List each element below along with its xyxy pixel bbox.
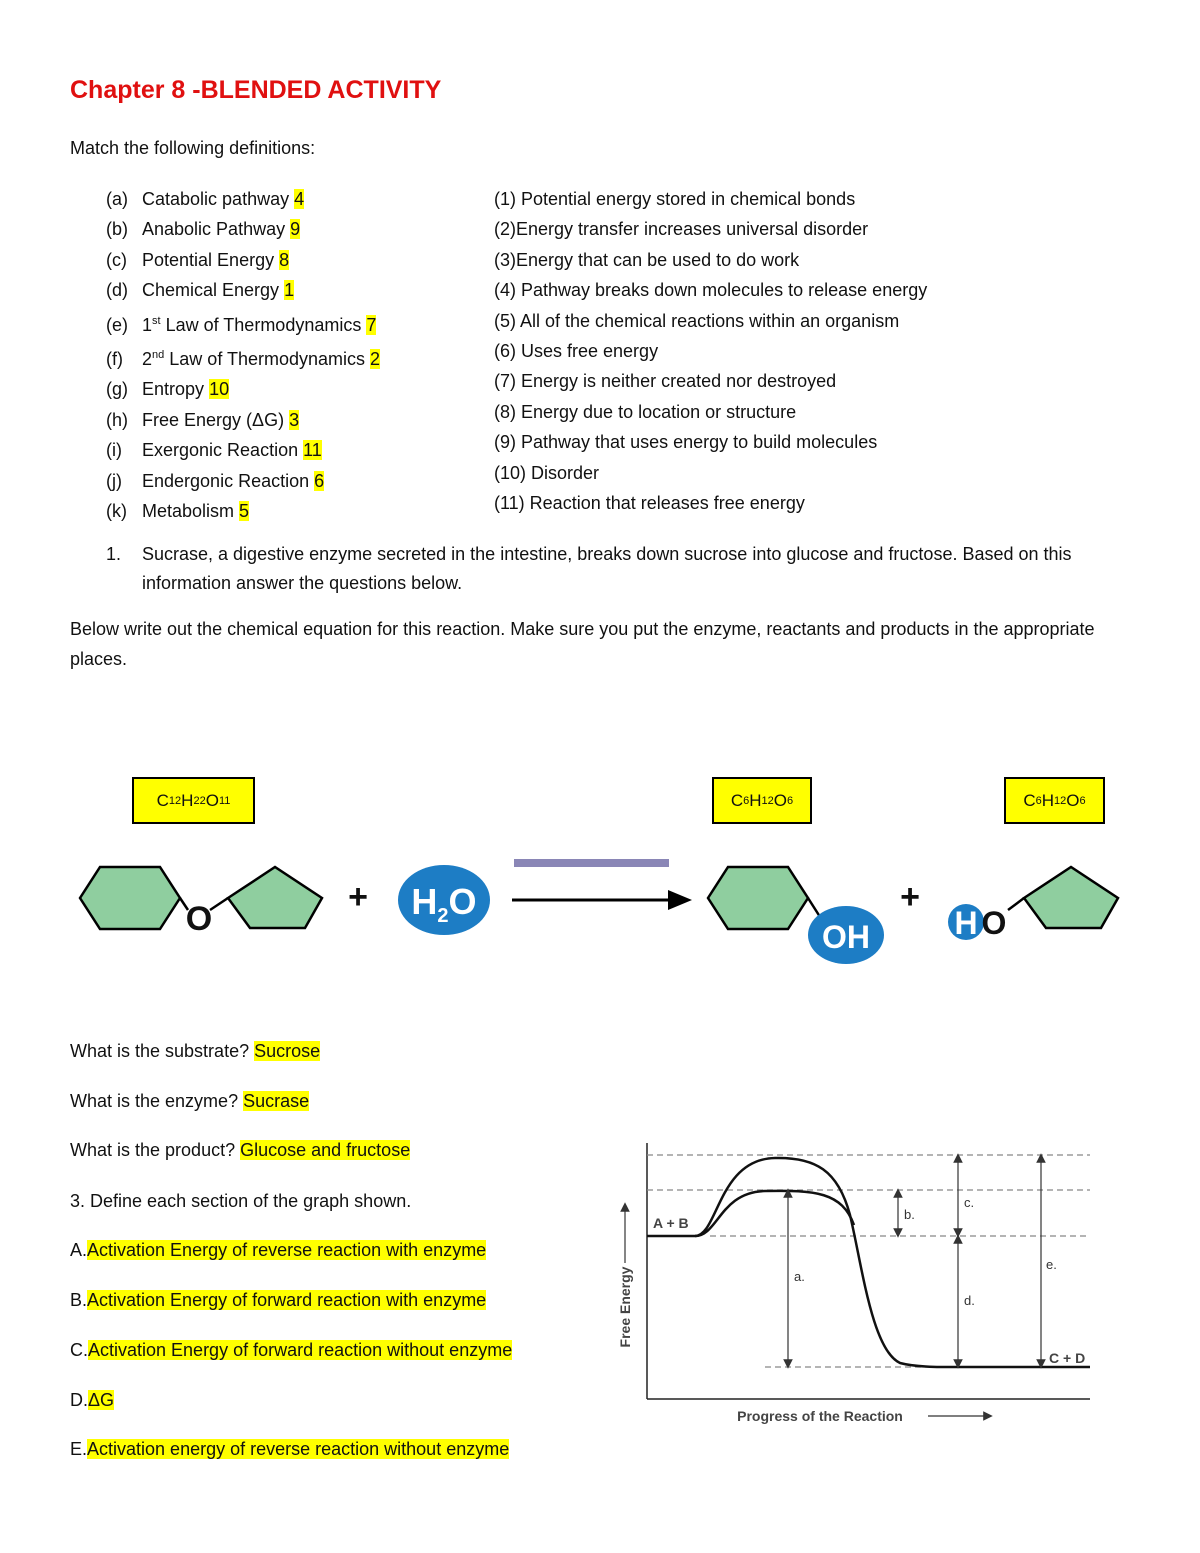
formula-element: C <box>156 790 169 810</box>
term-text: Endergonic Reaction <box>142 470 310 491</box>
term-item <box>106 466 380 496</box>
formula-element: H <box>749 790 762 810</box>
term-text: Anabolic Pathway <box>142 219 286 240</box>
term-answer: 5 <box>239 501 250 522</box>
formula-box-glucose <box>712 777 812 824</box>
formula-box-sucrose <box>132 777 255 824</box>
label-a: a. <box>794 1269 805 1284</box>
matching-instructions: Match the following definitions: <box>70 138 316 158</box>
term-text: 1 <box>142 314 153 335</box>
formula-subscript: 22 <box>193 794 206 807</box>
question-1-text: Sucrase, a digestive enzyme secreted in the intestine, breaks down sucrose into glucose and fructose. Based on this information answer the questions below. <box>142 544 1072 593</box>
definition-item: (9) Pathway that uses energy to build molecules <box>494 432 878 453</box>
question-text: What is the enzyme? <box>70 1091 239 1111</box>
page-title: Chapter 8 -BLENDED ACTIVITY <box>70 76 442 104</box>
x-axis-label: Progress of the Reaction <box>737 1408 903 1424</box>
formula-subscript: 11 <box>218 794 231 807</box>
graph-answer-d <box>70 1390 114 1411</box>
term-text: Catabolic pathway <box>142 189 290 209</box>
bridge-oxygen: O <box>185 900 213 938</box>
term-text-rest: Law of Thermodynamics <box>165 314 362 335</box>
enzyme-question <box>70 1091 309 1112</box>
label-d: d. <box>964 1293 975 1308</box>
glycosidic-bond <box>210 898 228 910</box>
term-item <box>106 496 380 526</box>
term-answer: 11 <box>303 440 322 461</box>
term-label: (j) <box>106 470 122 491</box>
term-text: Free Energy (ΔG) <box>142 409 285 430</box>
formula-element: C <box>1023 790 1036 810</box>
answer-text: Activation Energy of forward reaction with enzyme <box>87 1290 487 1310</box>
hydroxyl-oxygen: O <box>981 905 1007 941</box>
catalyzed-curve <box>695 1191 854 1236</box>
definition-item: (6) Uses free energy <box>494 341 659 362</box>
term-label: (d) <box>106 280 128 301</box>
term-text: Potential Energy <box>142 249 275 270</box>
label-c: c. <box>964 1195 975 1210</box>
formula-box-fructose <box>1004 777 1105 824</box>
formula-subscript: 6 <box>1079 794 1086 807</box>
term-label: (e) <box>106 314 128 335</box>
term-item <box>106 214 380 244</box>
question-3: 3. Define each section of the graph shown. <box>70 1191 412 1211</box>
formula-subscript: 6 <box>743 794 750 807</box>
term-answer: 2 <box>370 349 381 370</box>
term-text-rest: Law of Thermodynamics <box>169 349 366 370</box>
term-text: Chemical Energy <box>142 280 280 301</box>
definition-item: (1) Potential energy stored in chemical bonds <box>494 189 856 209</box>
hydroxyl-bond <box>1008 898 1024 910</box>
term-item <box>106 405 380 435</box>
formula-element: O <box>205 790 219 810</box>
formula-subscript: 6 <box>1035 794 1042 807</box>
answer-text: Activation Energy of reverse reaction with enzyme <box>87 1240 487 1260</box>
answer-letter: C. <box>70 1340 88 1360</box>
answer-letter: E. <box>70 1439 88 1459</box>
definition-item: (7) Energy is neither created nor destroyed <box>494 371 837 392</box>
term-label: (b) <box>106 219 128 240</box>
glucose-ring <box>80 867 180 929</box>
answer-text: Glucose and fructose <box>240 1140 411 1160</box>
term-answer: 3 <box>289 409 300 430</box>
question-text: What is the product? <box>70 1140 236 1160</box>
substrate-question <box>70 1041 320 1062</box>
definitions-list <box>494 184 927 518</box>
answer-letter: B. <box>70 1290 88 1310</box>
answer-text: Activation Energy of forward reaction without enzyme <box>88 1340 513 1360</box>
graph-answer-c <box>70 1340 512 1361</box>
formula-subscript: 12 <box>1054 794 1067 807</box>
answer-text: Sucrase <box>243 1091 310 1111</box>
fructose-ring-product <box>1024 867 1118 928</box>
water-label: $H_2O$ <box>411 881 477 927</box>
term-label: (k) <box>106 501 127 522</box>
formula-element: O <box>773 790 788 810</box>
formula-element: H <box>1041 790 1055 810</box>
term-item <box>106 245 380 275</box>
label-b: b. <box>904 1207 915 1222</box>
term-superscript: nd <box>152 349 165 362</box>
graph-answer-b <box>70 1290 486 1311</box>
glucose-ring-product <box>708 867 808 929</box>
term-label: (h) <box>106 409 128 430</box>
term-answer: 1 <box>284 280 295 301</box>
answer-letter: D. <box>70 1390 88 1410</box>
term-answer: 4 <box>294 189 305 209</box>
reactants-label: A + B <box>653 1215 689 1231</box>
answer-text: Activation energy of reverse reaction without enzyme <box>87 1439 510 1459</box>
formula-element: C <box>730 790 744 810</box>
definition-item: (5) All of the chemical reactions within an organism <box>494 310 900 331</box>
hydrolysis-reaction-diagram <box>0 840 1200 980</box>
answer-text: ΔG <box>88 1390 115 1410</box>
term-item <box>106 306 380 340</box>
plus-sign: + <box>900 878 920 916</box>
products-label: C + D <box>1049 1350 1086 1366</box>
answer-text: Sucrose <box>254 1041 321 1061</box>
hydroxyl-label: OH <box>822 919 870 955</box>
term-item <box>106 184 380 214</box>
definition-item: (2)Energy transfer increases universal disorder <box>494 219 869 240</box>
definition-item: (10) Disorder <box>494 462 600 483</box>
term-label: (a) <box>106 189 128 209</box>
term-answer: 7 <box>366 314 377 335</box>
formula-subscript: 12 <box>761 794 774 807</box>
term-label: (g) <box>106 379 128 400</box>
term-answer: 8 <box>279 249 290 270</box>
term-item <box>106 374 380 404</box>
y-axis-label: Free Energy <box>617 1266 633 1348</box>
formula-element: H <box>181 790 194 810</box>
formula-element: O <box>1066 790 1080 810</box>
term-answer: 6 <box>314 470 325 491</box>
definition-item: (3)Energy that can be used to do work <box>494 249 800 270</box>
hydrogen-label: H <box>954 905 978 941</box>
term-answer: 10 <box>209 379 230 400</box>
term-item <box>106 435 380 465</box>
plus-sign: + <box>348 878 368 916</box>
enzyme-bar <box>514 859 669 867</box>
graph-answer-a <box>70 1240 486 1261</box>
label-e: e. <box>1046 1257 1057 1272</box>
term-label: (f) <box>106 349 123 370</box>
question-text: What is the substrate? <box>70 1041 250 1061</box>
term-label: (c) <box>106 249 127 270</box>
formula-subscript: 12 <box>168 794 182 807</box>
definition-item: (8) Energy due to location or structure <box>494 401 797 422</box>
term-answer: 9 <box>290 219 301 240</box>
term-text: Exergonic Reaction <box>142 440 299 461</box>
reaction-arrow-head <box>668 890 692 910</box>
terms-list <box>106 184 380 526</box>
term-item <box>106 340 380 374</box>
reference-lines <box>647 1155 1090 1367</box>
equation-instructions: Below write out the chemical equation for this reaction. Make sure you put the enzyme, reactants and products in the appropriate places. <box>70 619 1095 669</box>
term-superscript: st <box>152 314 161 327</box>
term-label: (i) <box>106 440 122 461</box>
graph-answer-e <box>70 1439 509 1460</box>
term-text: Metabolism <box>142 501 235 522</box>
term-text: Entropy <box>142 379 205 400</box>
term-text: 2 <box>142 349 153 370</box>
uncatalyzed-curve <box>647 1158 1090 1367</box>
question-1-number: 1. <box>106 544 122 564</box>
energy-diagram <box>600 1135 1100 1435</box>
question-1 <box>106 540 1146 598</box>
fructose-ring <box>228 867 322 928</box>
product-question <box>70 1140 410 1161</box>
answer-letter: A. <box>70 1240 88 1260</box>
term-item <box>106 275 380 305</box>
definition-item: (4) Pathway breaks down molecules to release energy <box>494 280 928 301</box>
definition-item: (11) Reaction that releases free energy <box>494 493 805 514</box>
formula-subscript: 6 <box>787 794 794 807</box>
